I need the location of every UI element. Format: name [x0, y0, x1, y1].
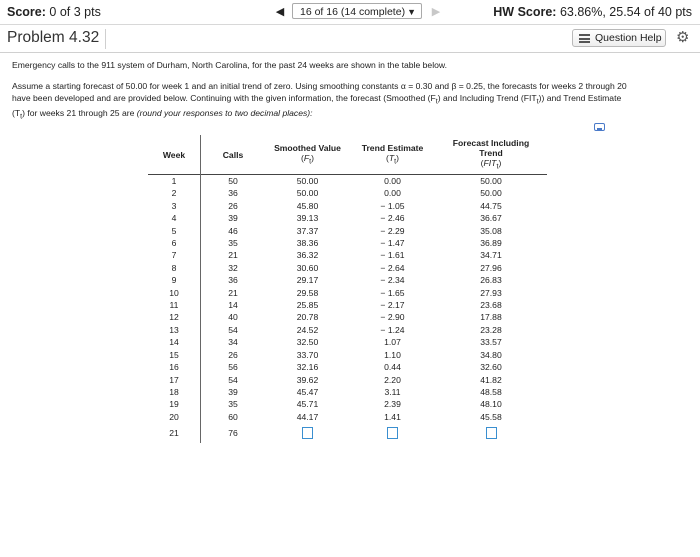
cell-smoothed-value: 32.16 [296, 362, 319, 373]
cell-week: 17 [169, 374, 179, 385]
forecast-input[interactable] [486, 427, 497, 439]
cell-week: 7 [171, 250, 177, 261]
top-bar [0, 0, 700, 25]
question-select-value: 16 of 16 (14 complete) [300, 6, 406, 18]
cell-week: 13 [169, 324, 179, 335]
cell-smoothed-value: 45.71 [296, 399, 319, 410]
table-row [148, 262, 547, 274]
cell-trend-estimate: − 1.47 [380, 238, 405, 249]
cell-calls: 14 [201, 299, 266, 311]
cell-calls: 21 [201, 249, 266, 261]
cell-week: 14 [169, 337, 179, 348]
table-row [148, 200, 547, 212]
cell-week: 1 [171, 176, 177, 186]
cell-calls: 54 [201, 324, 266, 336]
instructions-line-3: $(T_t)$ for weeks 21 through 25 are (round your responses to two decimal places): [12, 107, 313, 121]
answer-row [148, 423, 547, 443]
cell-smoothed-value: 25.85 [296, 300, 319, 311]
cell-calls: 34 [201, 336, 266, 348]
list-icon [579, 34, 590, 43]
cell-forecast: 50.00 [480, 188, 502, 199]
cell-forecast: 35.08 [480, 225, 502, 236]
cell-forecast: 36.67 [480, 213, 502, 224]
score-label: Score: [7, 5, 46, 19]
table-row [148, 398, 547, 410]
cell-calls: 40 [201, 311, 266, 323]
cell-trend-estimate: − 1.24 [380, 324, 405, 335]
table-row [148, 336, 547, 348]
print-icon[interactable] [594, 123, 605, 131]
cell-forecast: 27.96 [480, 262, 502, 273]
cell-calls: 36 [201, 274, 266, 286]
cell-smoothed-value: 45.80 [296, 200, 319, 211]
cell-trend-estimate: 1.10 [384, 349, 401, 360]
cell-week: 5 [171, 225, 177, 236]
cell-trend-estimate: 2.39 [384, 399, 401, 410]
title-bar [0, 25, 700, 53]
table-row [148, 225, 547, 237]
cell-calls: 46 [201, 225, 266, 237]
cell-week: 12 [169, 312, 179, 323]
table-row [148, 212, 547, 224]
table-row [148, 175, 547, 188]
cell-smoothed-value: 24.52 [296, 324, 319, 335]
header-trend-estimate: Trend Estimate $(T_t)$ [361, 143, 424, 166]
cell-week: 2 [171, 188, 177, 199]
previous-question-icon[interactable]: ◀ [275, 6, 285, 18]
cell-forecast: 34.71 [480, 250, 502, 261]
cell-trend-estimate: 1.41 [384, 411, 401, 422]
cell-calls: 50 [201, 175, 266, 188]
hw-score [493, 5, 692, 19]
cell-smoothed-value: 38.36 [296, 238, 319, 249]
next-question-icon[interactable]: ▶ [431, 6, 441, 18]
cell-trend-estimate: − 1.61 [380, 250, 405, 261]
header-week: Week [162, 149, 186, 160]
table-row [148, 324, 547, 336]
cell-smoothed-value: 44.17 [296, 411, 319, 422]
cell-calls: 26 [201, 200, 266, 212]
cell-forecast: 44.75 [480, 200, 502, 211]
table-row [148, 249, 547, 261]
table-row [148, 386, 547, 398]
cell-smoothed-value: 50.00 [296, 188, 319, 199]
cell-calls: 35 [201, 237, 266, 249]
cell-week: 6 [171, 238, 177, 249]
cell-calls: 36 [201, 187, 266, 199]
cell-forecast: 36.89 [480, 238, 502, 249]
instructions-line-2: have been developed and are provided below. Continuing with the given information, the forecast (Smoothed $(F_t)$ and Including Trend $(FIT_t)$) and Trend Estimate [12, 92, 622, 106]
table-row [148, 311, 547, 323]
header-forecast-including-trend: Forecast Including Trend $(FIT_t)$ [452, 138, 530, 171]
cell-smoothed-value: 45.47 [296, 386, 319, 397]
cell-calls: 21 [201, 287, 266, 299]
hw-score-label: HW Score: [493, 5, 557, 19]
problem-title: Problem 4.32 [7, 29, 106, 49]
cell-forecast: 41.82 [480, 374, 502, 385]
problem-instructions [12, 81, 688, 123]
question-select[interactable] [292, 3, 422, 19]
cell-calls: 54 [201, 374, 266, 386]
cell-forecast: 27.93 [480, 287, 502, 298]
cell-calls: 26 [201, 349, 266, 361]
table-row [148, 187, 547, 199]
cell-trend-estimate: − 2.17 [380, 300, 405, 311]
table-row [148, 349, 547, 361]
cell-smoothed-value: 33.70 [296, 349, 319, 360]
chevron-down-icon: ▼ [407, 7, 416, 17]
table-row [148, 299, 547, 311]
cell-week: 16 [169, 362, 179, 373]
cell-forecast: 48.58 [480, 386, 502, 397]
cell-calls: 76 [201, 423, 266, 443]
table-row [148, 361, 547, 373]
cell-trend-estimate: − 2.29 [380, 225, 405, 236]
cell-smoothed-value: 39.13 [296, 213, 319, 224]
problem-intro: Emergency calls to the 911 system of Durham, North Carolina, for the past 24 weeks are shown in the table below. [12, 60, 447, 70]
cell-calls: 39 [201, 212, 266, 224]
smoothed-value-input[interactable] [302, 427, 313, 439]
gear-icon[interactable]: ⚙ [676, 29, 690, 46]
cell-calls: 32 [201, 262, 266, 274]
cell-smoothed-value: 29.17 [296, 275, 319, 286]
table-row [148, 411, 547, 423]
cell-smoothed-value: 39.62 [296, 374, 319, 385]
cell-week: 21 [169, 427, 179, 438]
question-help-label: Question Help [595, 32, 662, 44]
cell-week: 4 [171, 213, 177, 224]
cell-trend-estimate: − 2.90 [380, 312, 405, 323]
cell-smoothed-value: 30.60 [296, 262, 319, 273]
table-row [148, 374, 547, 386]
question-help-button[interactable] [572, 29, 666, 47]
header-smoothed-value: Smoothed Value $(F_t)$ [274, 143, 341, 166]
cell-week: 11 [169, 300, 179, 311]
cell-trend-estimate: 1.07 [384, 337, 401, 348]
cell-forecast: 34.80 [480, 349, 502, 360]
cell-calls: 39 [201, 386, 266, 398]
cell-smoothed-value: 29.58 [296, 287, 319, 298]
score [7, 5, 101, 19]
cell-forecast: 32.60 [480, 362, 502, 373]
cell-smoothed-value: 50.00 [296, 176, 319, 186]
table-row [148, 274, 547, 286]
cell-week: 18 [169, 386, 179, 397]
hw-score-value: 63.86%, 25.54 of 40 pts [559, 5, 692, 19]
cell-smoothed-value: 36.32 [296, 250, 319, 261]
cell-trend-estimate: 3.11 [384, 386, 401, 397]
cell-smoothed-value: 37.37 [296, 225, 319, 236]
cell-week: 9 [171, 275, 177, 286]
cell-forecast: 50.00 [480, 176, 502, 186]
cell-smoothed-value: 20.78 [296, 312, 319, 323]
cell-forecast: 48.10 [480, 399, 502, 410]
cell-trend-estimate: 0.00 [384, 188, 401, 199]
table-row [148, 237, 547, 249]
cell-forecast: 23.68 [480, 300, 502, 311]
cell-week: 8 [171, 262, 177, 273]
cell-week: 3 [171, 200, 177, 211]
cell-week: 19 [169, 399, 179, 410]
cell-week: 20 [169, 411, 179, 422]
cell-calls: 56 [201, 361, 266, 373]
cell-trend-estimate: − 1.05 [380, 200, 405, 211]
table-body [148, 175, 547, 424]
cell-trend-estimate: 0.44 [384, 362, 401, 373]
cell-trend-estimate: 2.20 [384, 374, 401, 385]
header-calls: Calls [201, 135, 266, 175]
cell-trend-estimate: − 1.65 [380, 287, 405, 298]
cell-smoothed-value: 32.50 [296, 337, 319, 348]
table-row [148, 287, 547, 299]
cell-calls: 60 [201, 411, 266, 423]
cell-forecast: 45.58 [480, 411, 502, 422]
cell-trend-estimate: − 2.64 [380, 262, 405, 273]
trend-estimate-input[interactable] [387, 427, 398, 439]
cell-trend-estimate: − 2.34 [380, 275, 405, 286]
instructions-line-1: Assume a starting forecast of 50.00 for week 1 and an initial trend of zero. Using smoothing constants α = 0.30 and β = 0.25, the forecasts for weeks 2 through 20 [12, 81, 627, 91]
cell-trend-estimate: 0.00 [384, 176, 401, 186]
cell-forecast: 23.28 [480, 324, 502, 335]
score-value: 0 of 3 pts [49, 5, 101, 19]
cell-trend-estimate: − 2.46 [380, 213, 405, 224]
cell-week: 10 [169, 287, 179, 298]
cell-forecast: 26.83 [480, 275, 502, 286]
cell-week: 15 [169, 349, 179, 360]
cell-forecast: 17.88 [480, 312, 502, 323]
data-table [148, 135, 547, 443]
cell-calls: 35 [201, 398, 266, 410]
table-header-row [148, 135, 547, 175]
cell-forecast: 33.57 [480, 337, 502, 348]
